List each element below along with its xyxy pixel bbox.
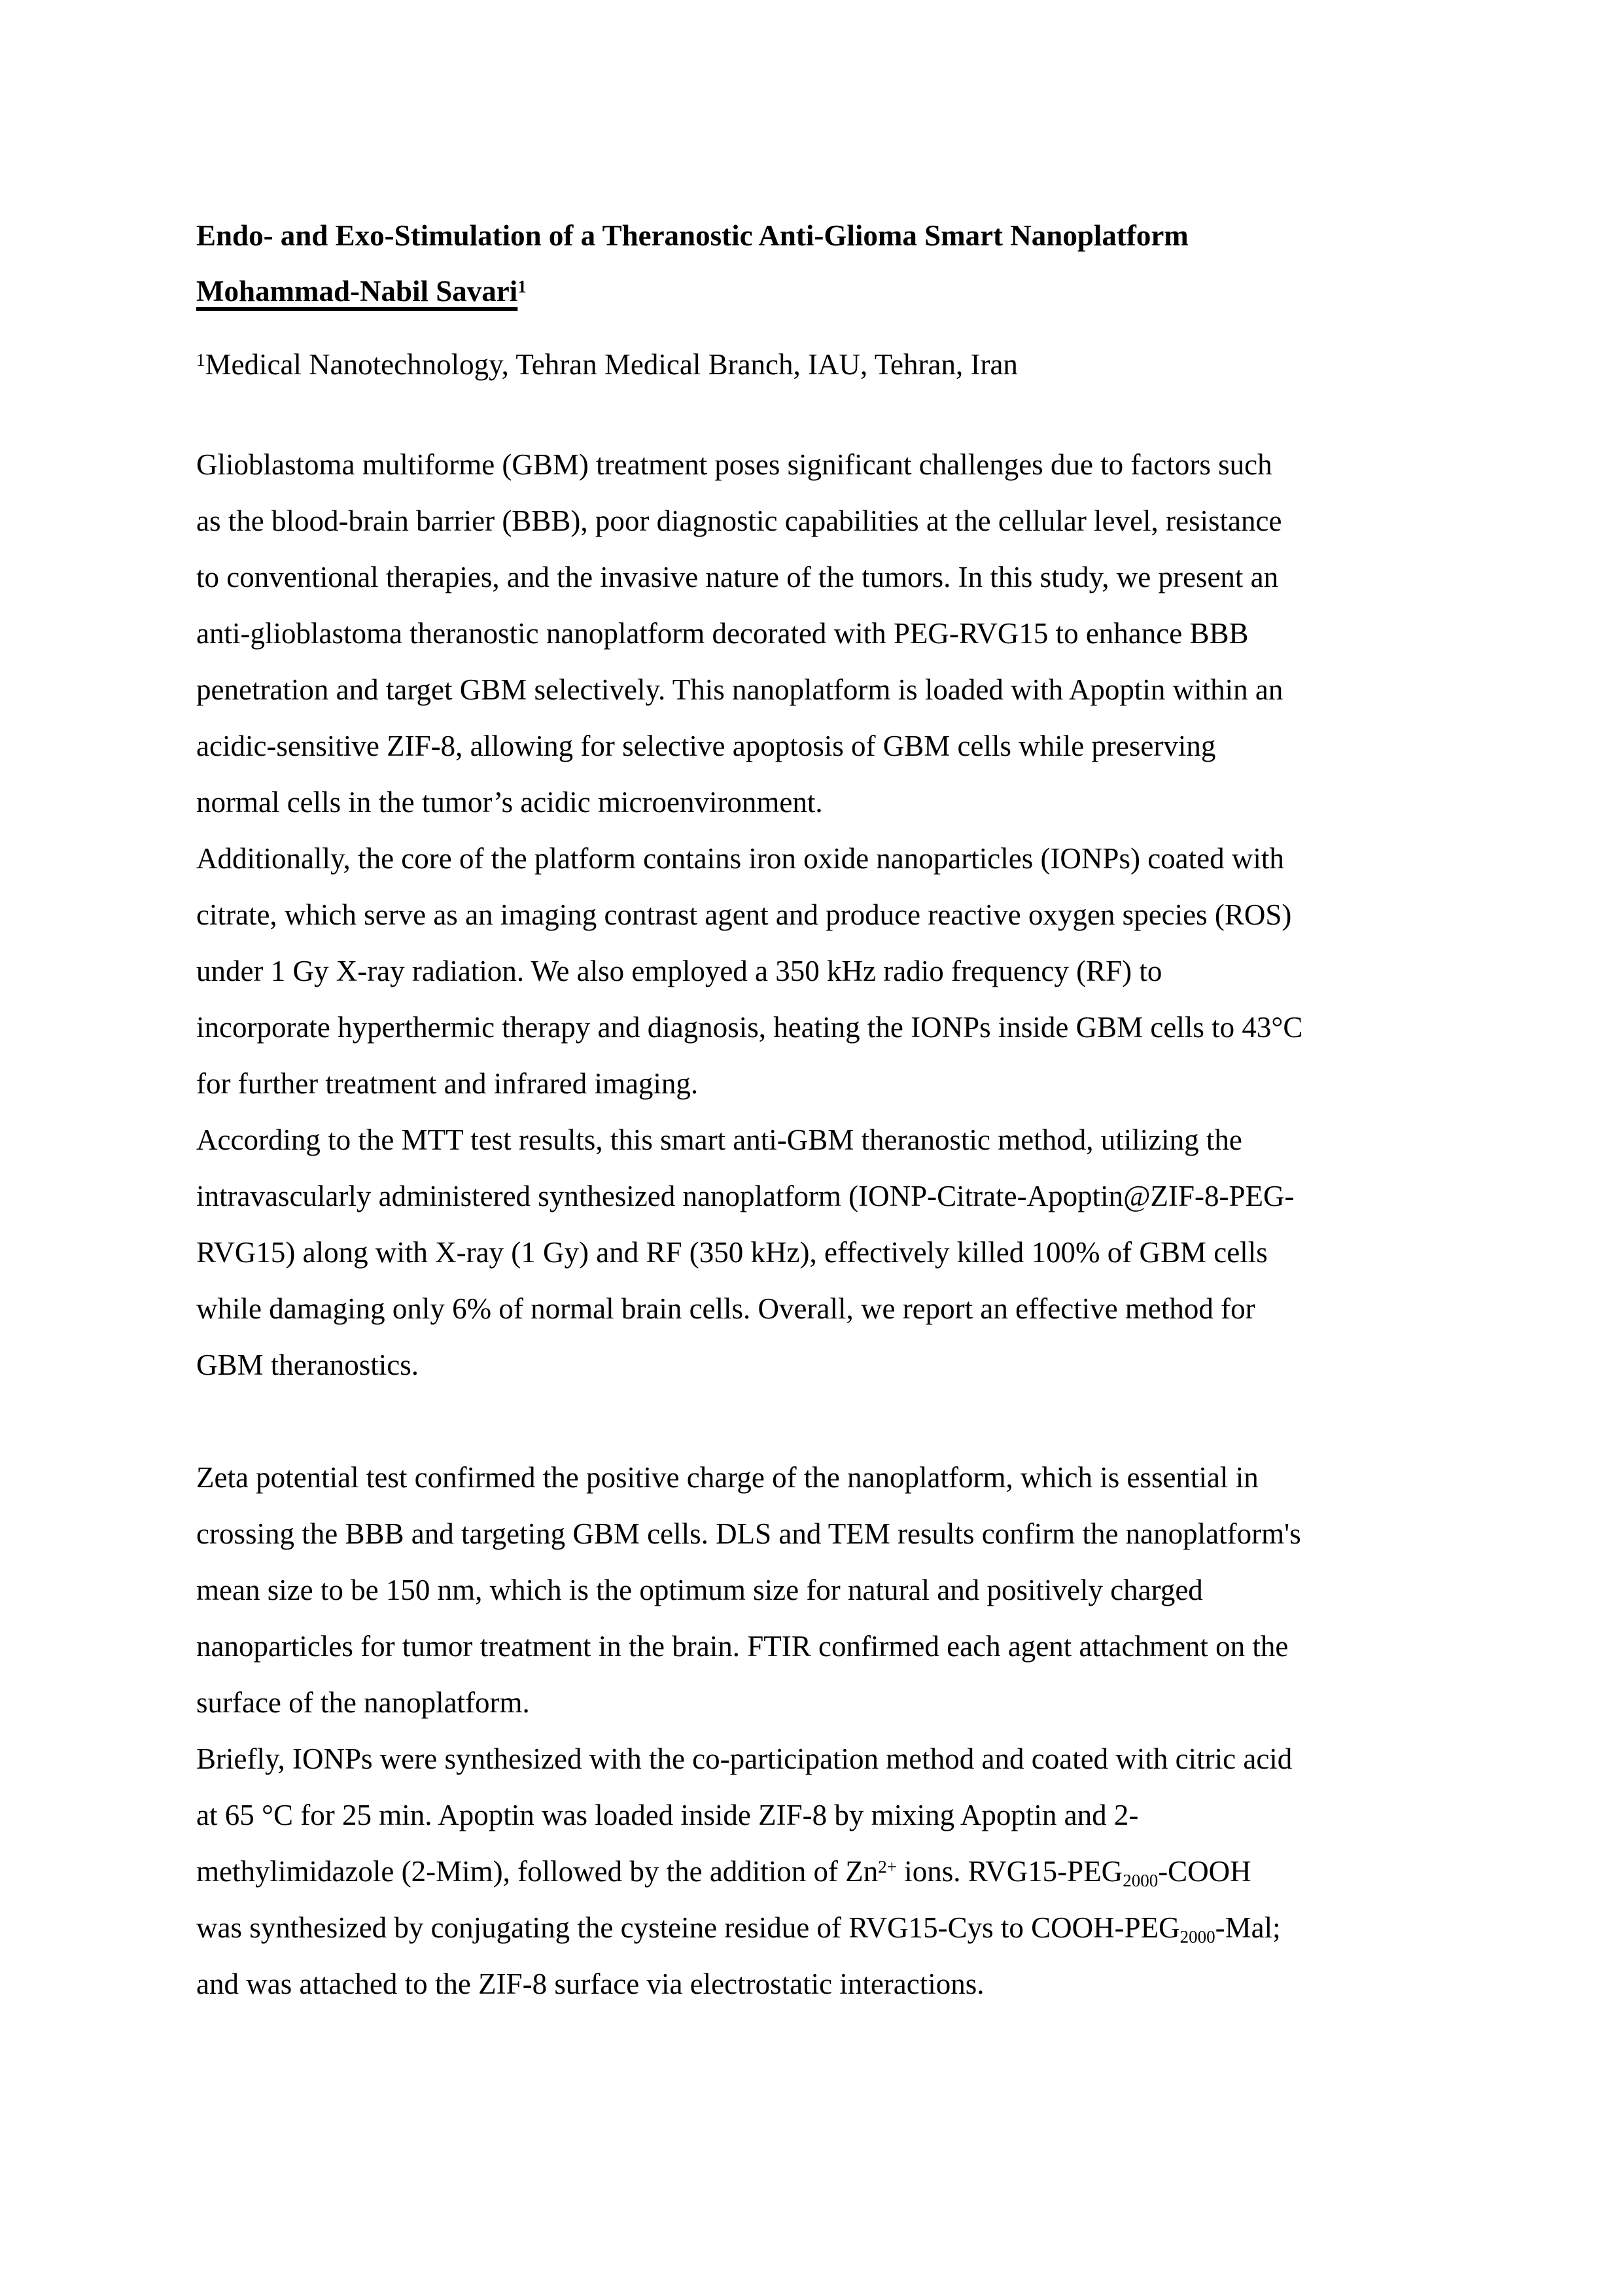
paragraph-4	[196, 1449, 1433, 1731]
paragraph-2	[196, 830, 1433, 1112]
text-line	[196, 336, 1433, 393]
text-run: -Mal;	[1215, 1911, 1281, 1944]
text-run: under 1 Gy X-ray radiation. We also employed a 350 kHz radio frequency (RF) to	[196, 955, 1162, 987]
text-run: acidic-sensitive ZIF-8, allowing for selective apoptosis of GBM cells while preserving	[196, 730, 1216, 762]
author-line	[196, 263, 1433, 319]
paragraph-5	[196, 1731, 1433, 2012]
text-run: surface of the nanoplatform.	[196, 1686, 530, 1719]
text-line	[196, 1674, 1433, 1731]
text-run: was synthesized by conjugating the cysteine residue of RVG15-Cys to COOH-PEG	[196, 1911, 1180, 1944]
text-run: Zeta potential test confirmed the positive charge of the nanoplatform, which is essential in	[196, 1461, 1259, 1494]
text-sup: 1	[196, 349, 205, 370]
text-line	[196, 999, 1433, 1055]
text-line	[196, 1337, 1433, 1393]
text-run: Additionally, the core of the platform contains iron oxide nanoparticles (IONPs) coated with	[196, 842, 1284, 875]
text-run: and was attached to the ZIF-8 surface via electrostatic interactions.	[196, 1968, 985, 2000]
text-run: nanoparticles for tumor treatment in the brain. FTIR confirmed each agent attachment on the	[196, 1630, 1289, 1663]
text-run: Briefly, IONPs were synthesized with the co-participation method and coated with citric acid	[196, 1742, 1293, 1775]
text-run: normal cells in the tumor’s acidic microenvironment.	[196, 786, 823, 819]
text-line	[196, 1562, 1433, 1618]
text-line	[196, 1956, 1433, 2012]
text-run: mean size to be 150 nm, which is the optimum size for natural and positively charged	[196, 1574, 1203, 1606]
text-line	[196, 605, 1433, 662]
text-run: methylimidazole (2-Mim), followed by the addition of Zn	[196, 1855, 879, 1888]
paragraph-3	[196, 1112, 1433, 1393]
text-line	[196, 263, 1433, 319]
text-line	[196, 1506, 1433, 1562]
text-sub: 2000	[1123, 1870, 1159, 1890]
text-line	[196, 549, 1433, 605]
paper-title: Endo- and Exo-Stimulation of a Theranostic Anti-Glioma Smart Nanoplatform	[196, 219, 1189, 253]
text-line	[196, 830, 1433, 887]
text-run: intravascularly administered synthesized nanoplatform (IONP-Citrate-Apoptin@ZIF-8-PEG-	[196, 1180, 1295, 1212]
text-run: Mohammad-Nabil Savari	[196, 275, 518, 308]
text-line	[196, 1899, 1433, 1956]
text-line	[196, 1112, 1433, 1168]
text-run: crossing the BBB and targeting GBM cells. DLS and TEM results confirm the nanoplatform's	[196, 1517, 1301, 1550]
text-line	[196, 1055, 1433, 1112]
text-line	[196, 1168, 1433, 1224]
text-run: at 65 °C for 25 min. Apoptin was loaded inside ZIF-8 by mixing Apoptin and 2-	[196, 1799, 1139, 1831]
text-run: while damaging only 6% of normal brain cells. Overall, we report an effective method for	[196, 1292, 1255, 1325]
text-line	[196, 718, 1433, 774]
text-run: Glioblastoma multiforme (GBM) treatment poses significant challenges due to factors such	[196, 448, 1272, 481]
text-line	[196, 1449, 1433, 1506]
text-sup: 1	[517, 276, 527, 296]
text-line	[196, 1731, 1433, 1787]
text-run: to conventional therapies, and the invasive nature of the tumors. In this study, we present an	[196, 561, 1279, 593]
abstract-body	[196, 436, 1433, 2012]
text-line	[196, 1618, 1433, 1674]
text-run: Medical Nanotechnology, Tehran Medical Branch, IAU, Tehran, Iran	[205, 348, 1018, 381]
text-run: anti-glioblastoma theranostic nanoplatform decorated with PEG-RVG15 to enhance BBB	[196, 617, 1249, 650]
text-line	[196, 436, 1433, 493]
text-run: RVG15) along with X-ray (1 Gy) and RF (350 kHz), effectively killed 100% of GBM cells	[196, 1236, 1268, 1269]
affiliation-line	[196, 336, 1433, 393]
text-line	[196, 774, 1433, 830]
text-line	[196, 1224, 1433, 1280]
text-line	[196, 662, 1433, 718]
text-line	[196, 1280, 1433, 1337]
text-run: incorporate hyperthermic therapy and diagnosis, heating the IONPs inside GBM cells to 43°C	[196, 1011, 1303, 1044]
text-sub: 2000	[1179, 1926, 1215, 1947]
paragraph-1	[196, 436, 1433, 830]
text-sup: 2+	[878, 1856, 898, 1877]
text-run: penetration and target GBM selectively. This nanoplatform is loaded with Apoptin within an	[196, 673, 1283, 706]
text-line	[196, 1787, 1433, 1843]
text-run: citrate, which serve as an imaging contrast agent and produce reactive oxygen species (ROS)	[196, 898, 1292, 931]
text-line	[196, 887, 1433, 943]
text-line	[196, 943, 1433, 999]
text-line	[196, 1843, 1433, 1899]
text-run: According to the MTT test results, this smart anti-GBM theranostic method, utilizing the	[196, 1123, 1242, 1156]
text-run: as the blood-brain barrier (BBB), poor diagnostic capabilities at the cellular level, resistance	[196, 504, 1282, 537]
text-run: for further treatment and infrared imaging.	[196, 1067, 699, 1100]
text-run: -COOH	[1158, 1855, 1251, 1888]
text-run: ions. RVG15-PEG	[897, 1855, 1123, 1888]
text-run: GBM theranostics.	[196, 1349, 419, 1381]
text-line	[196, 493, 1433, 549]
